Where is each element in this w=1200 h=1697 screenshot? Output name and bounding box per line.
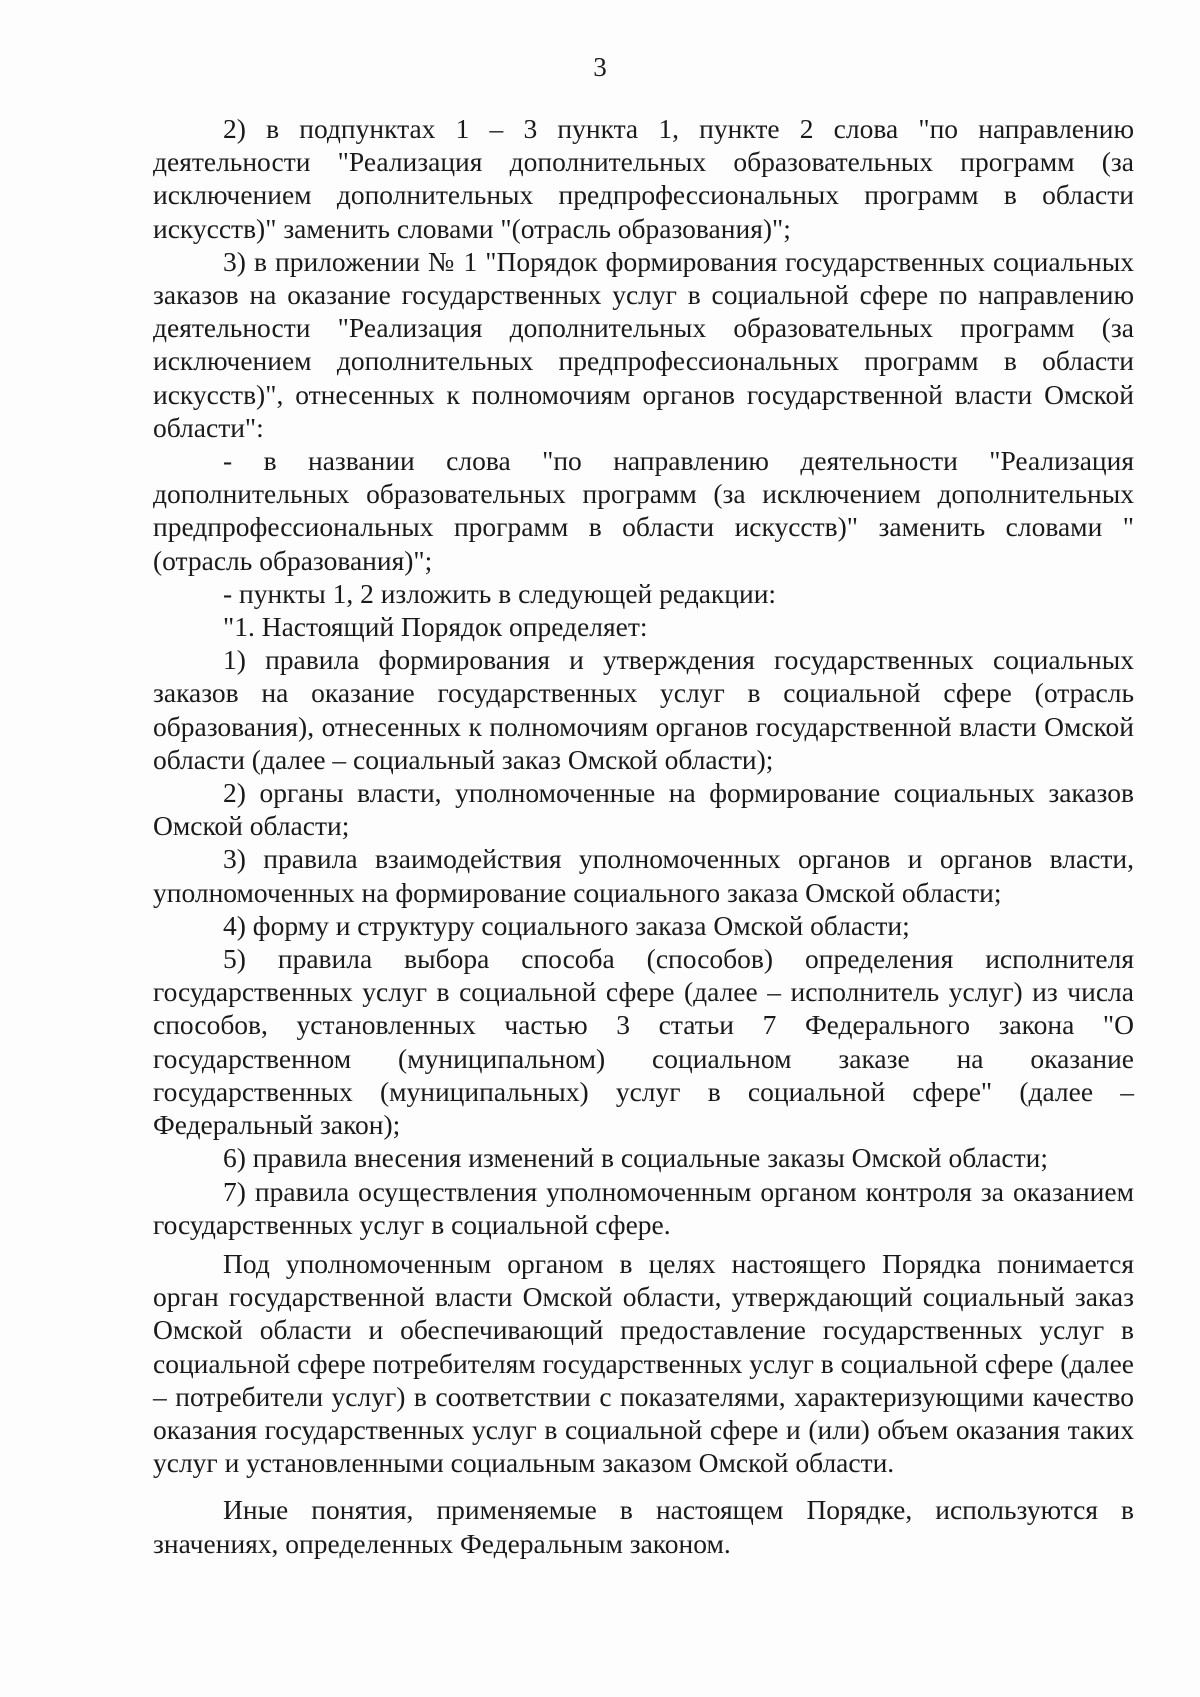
document-body [153,112,1134,1560]
paragraph-other-terms: Иные понятия, применяемые в настоящем Порядке, используются в значениях, определенных Федеральным законом. [153,1494,1134,1559]
page-number: 3 [593,52,607,82]
paragraph-authorized-body: Под уполномоченным органом в целях настоящего Порядка понимается орган государственной власти Омской области, утверждающий социальный заказ Омской области и обеспечивающий предоставление государственных услуг в социальной сфере потребителям государственных услуг в социальной сфере (далее – потребители услуг) в соответствии с показателями, характеризующими качество оказания государственных услуг в социальной сфере и (или) объем оказания таких услуг и установленными социальным заказом Омской области. [153,1247,1134,1479]
list-item-3: 3) правила взаимодействия уполномоченных органов и органов власти, уполномоченных на формирование социального заказа Омской области; [153,843,1134,908]
paragraph-item-3: 3) в приложении № 1 "Порядок формирования государственных социальных заказов на оказание государственных услуг в социальной сфере по направлению деятельности "Реализация дополнительных образовательных программ (за исключением дополнительных предпрофессиональных программ в области искусств)", отнесенных к полномочиям органов государственной власти Омской области": [153,245,1134,443]
list-item-1: 1) правила формирования и утверждения государственных социальных заказов на оказание государственных услуг в социальной сфере (отрасль образования), отнесенных к полномочиям органов государственной власти Омской области (далее – социальный заказ Омской области); [153,644,1134,775]
paragraph-title-change: - в названии слова "по направлению деятельности "Реализация дополнительных образовательных программ (за исключением дополнительных предпрофессиональных программ в области искусств)" заменить словами "(отрасль образования)"; [153,445,1134,576]
list-item-5: 5) правила выбора способа (способов) определения исполнителя государственных услуг в социальной сфере (далее – исполнитель услуг) из числа способов, установленных частью 3 статьи 7 Федерального закона "О государственном (муниципальном) социальном заказе на оказание государственных (муниципальных) услуг в социальной сфере" (далее – Федеральный закон); [153,943,1134,1141]
list-item-4: 4) форму и структуру социального заказа Омской области; [223,909,910,941]
paragraph-item-2: 2) в подпунктах 1 – 3 пункта 1, пункте 2 слова "по направлению деятельности "Реализация дополнительных образовательных программ (за исключением дополнительных предпрофессиональных программ в области искусств)" заменить словами "(отрасль образования)"; [153,113,1134,244]
list-item-7: 7) правила осуществления уполномоченным органом контроля за оказанием государственных услуг в социальной сфере. [153,1175,1134,1240]
list-item-6: 6) правила внесения изменений в социальные заказы Омской области; [223,1142,1049,1174]
paragraph-order-defines: "1. Настоящий Порядок определяет: [223,611,648,643]
paragraph-points-intro: - пункты 1, 2 изложить в следующей редакции: [223,577,777,609]
list-item-2: 2) органы власти, уполномоченные на формирование социальных заказов Омской области; [153,777,1134,842]
